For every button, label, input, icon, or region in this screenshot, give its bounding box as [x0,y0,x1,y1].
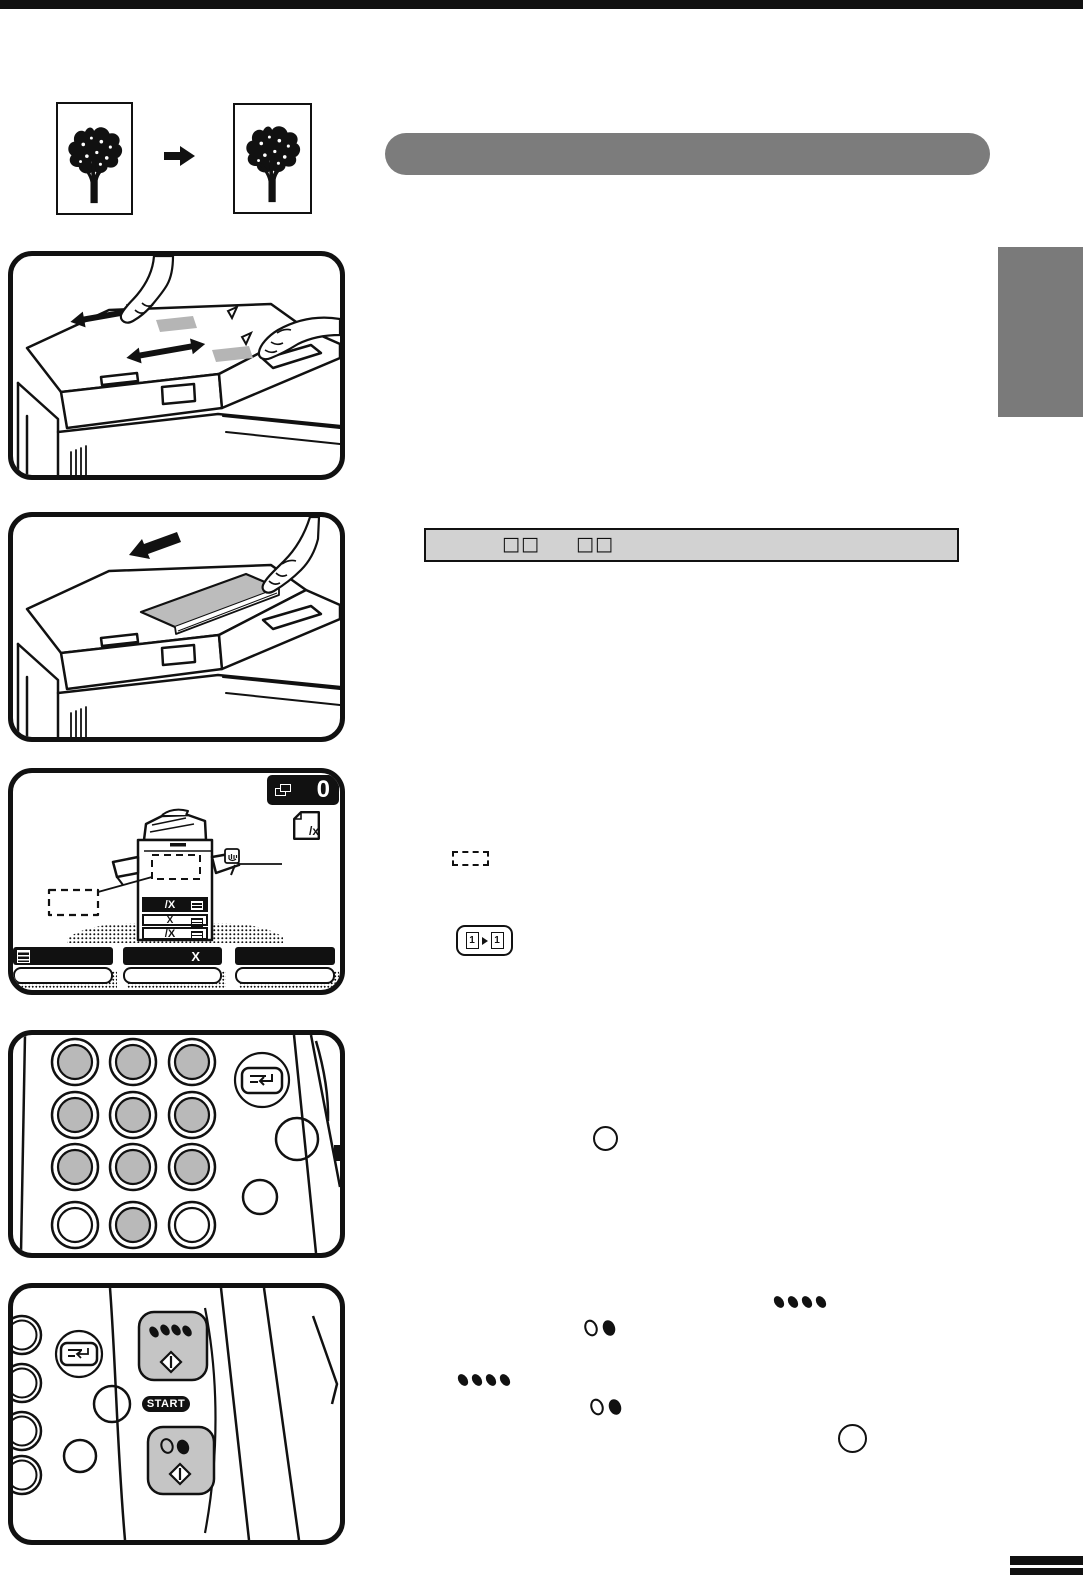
softkey-1 [13,947,113,989]
page-corner-mark [1010,1568,1083,1575]
paper-size-label: /x [308,824,319,838]
touch-screen-illustration [8,768,345,995]
page-corner-mark [1010,1556,1083,1565]
original-document-thumbnail [56,102,133,215]
section-title-bar [385,133,990,175]
tray-icon [191,918,203,927]
arrow-right-icon [482,937,488,945]
softkey-1-button [13,967,113,984]
tree-illustration-icon [245,117,301,205]
start-keys-graphic [13,1288,340,1540]
tray-row-1: /X [142,897,208,912]
paper-size-icon [293,811,320,840]
step-panel-adjust-guides [8,251,345,480]
softkey-2-bar: X [123,947,222,965]
copy-direction-arrow-icon [164,145,196,172]
softkey-2 [123,947,222,989]
dashed-area-icon [452,851,489,866]
color-start-dots-icon [771,1291,829,1313]
color-start-dots-icon [455,1369,513,1391]
tray-row-2: X [142,914,208,926]
missing-glyph-text: □□ [576,533,614,555]
copy-counter-value: 0 [316,776,330,803]
one-to-one-copy-key-icon [456,925,513,956]
bw-start-icon [587,1396,627,1418]
softkey-3-button [235,967,335,984]
round-key-icon [838,1424,867,1453]
start-keys-illustration [8,1283,345,1545]
copies-counter-icon [275,784,292,797]
page-icon: 1 [491,932,504,949]
page-icon: 1 [466,932,479,949]
adf-guide-adjust-illustration [13,256,340,475]
start-key-label-pill: START [142,1396,190,1412]
softkey-3-bar [235,947,335,965]
copy-counter-display [267,775,339,805]
copy-result-thumbnail [233,103,312,214]
softkey-1-bar [13,947,113,965]
bw-start-icon [581,1317,621,1339]
missing-glyph-text: □□ [502,533,540,555]
note-bar [424,528,959,562]
tree-illustration-icon [67,118,123,206]
tray-icon [191,931,203,940]
numeric-keypad-illustration [8,1030,345,1258]
round-key-icon [593,1126,618,1151]
tray-row-3: /X [142,927,208,940]
chapter-side-tab [998,247,1083,417]
tray-icon [191,901,203,910]
keypad-graphic [13,1035,340,1253]
adf-load-originals-illustration [13,517,340,737]
step-panel-load-originals [8,512,345,742]
softkey-3 [235,947,335,989]
softkey-2-button [123,967,222,984]
page-top-rule [0,0,1083,9]
exposure-mode-icon [17,950,30,963]
